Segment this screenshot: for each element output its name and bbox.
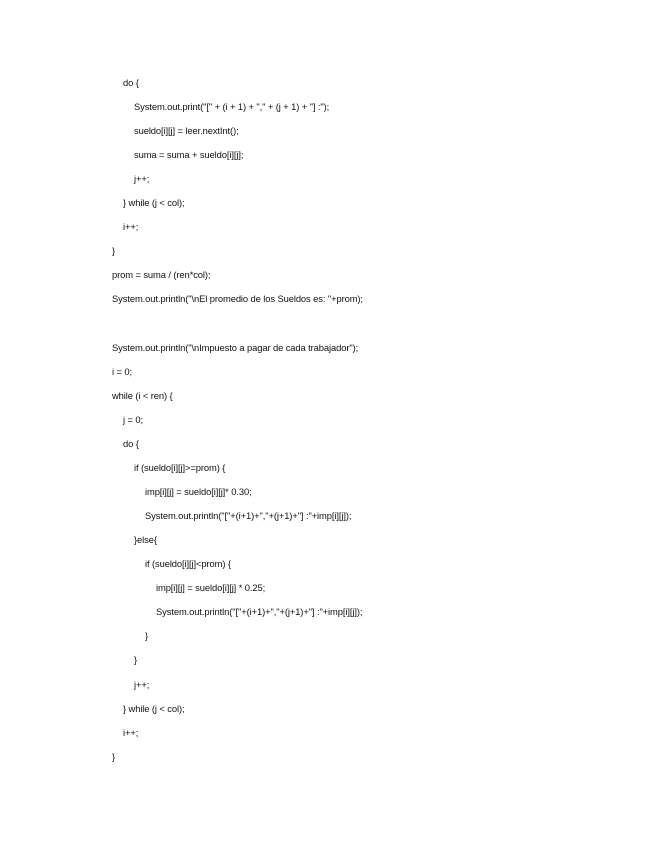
code-line: j++;	[134, 679, 150, 690]
code-line: i++;	[123, 221, 139, 232]
code-line: System.out.println("["+(i+1)+","+(j+1)+"] :"+imp[i][j]);	[145, 510, 352, 521]
code-line: imp[i][j] = sueldo[i][j]* 0.30;	[145, 486, 252, 497]
code-line: do {	[123, 77, 139, 88]
code-line: imp[i][j] = sueldo[i][j] * 0.25;	[156, 582, 266, 593]
code-line: while (i < ren) {	[112, 390, 173, 401]
code-line: System.out.println("["+(i+1)+","+(j+1)+"] :"+imp[i][j]);	[156, 606, 363, 617]
code-line: sueldo[i][j] = leer.nextInt();	[134, 125, 239, 136]
code-line: System.out.print("[" + (i + 1) + "," + (j + 1) + "] :");	[134, 101, 330, 112]
code-line: i++;	[123, 727, 139, 738]
code-line: suma = suma + sueldo[i][j];	[134, 149, 244, 160]
code-line: } while (j < col);	[123, 703, 185, 714]
code-line: j++;	[134, 173, 150, 184]
code-line: }	[112, 245, 116, 256]
code-line: do {	[123, 438, 139, 449]
code-line: prom = suma / (ren*col);	[112, 269, 211, 280]
code-line: if (sueldo[i][j]<prom) {	[145, 558, 231, 569]
code-line: if (sueldo[i][j]>=prom) {	[134, 462, 226, 473]
code-line: System.out.println("\nEl promedio de los Sueldos es: "+prom);	[112, 293, 363, 304]
code-line: System.out.println("\nImpuesto a pagar de cada trabajador");	[112, 342, 359, 353]
code-line: i = 0;	[112, 366, 132, 377]
code-line: }	[134, 654, 138, 665]
code-line: }	[112, 751, 116, 762]
code-line: } while (j < col);	[123, 197, 185, 208]
code-line: }else{	[134, 534, 157, 545]
code-line: }	[145, 630, 149, 641]
code-line: j = 0;	[123, 414, 143, 425]
